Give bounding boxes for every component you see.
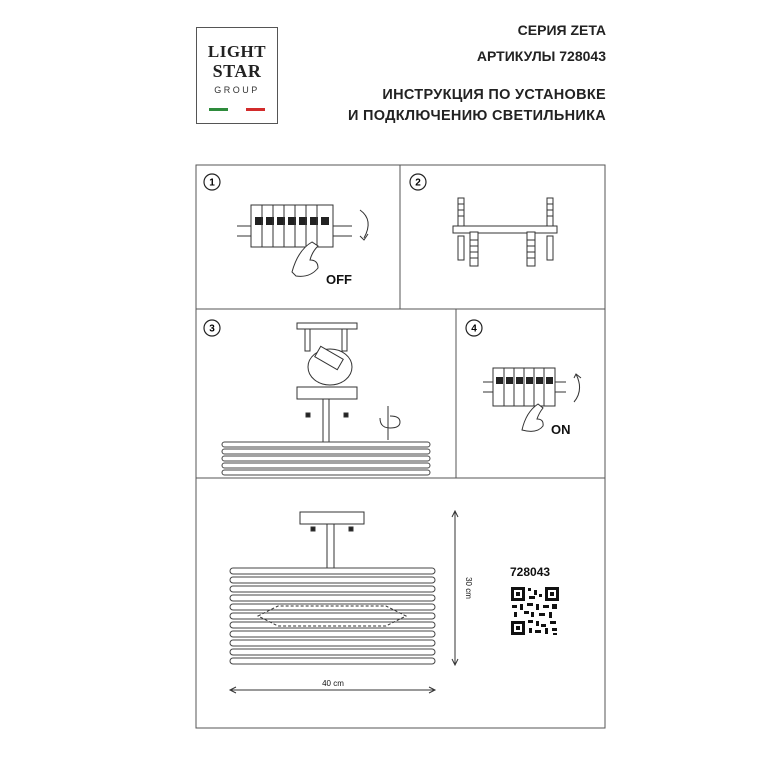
shade-slats-step-3 (222, 442, 430, 475)
step-2-panel (410, 174, 557, 266)
instruction-title-line-2: И ПОДКЛЮЧЕНИЮ СВЕТИЛЬНИКА (347, 108, 606, 124)
off-label: OFF (326, 272, 352, 287)
qr-code-icon (511, 587, 559, 635)
mounting-bracket-icon (453, 198, 557, 266)
circuit-breaker-off-icon (237, 205, 368, 276)
article-numbers: АРТИКУЛЫ 728043 (476, 48, 606, 64)
step-1-panel (204, 174, 368, 287)
logo-line-3: GROUP (214, 85, 260, 95)
step-4-panel (466, 320, 581, 437)
logo-line-2: STAR (212, 61, 262, 81)
width-dimension-label: 40 cm (322, 679, 344, 688)
step-3-panel (204, 320, 430, 475)
product-dimension-drawing (230, 511, 458, 693)
logo-line-1: LIGHT (207, 42, 267, 61)
height-dimension-label: 30 cm (464, 577, 473, 599)
instruction-title-line-1: ИНСТРУКЦИЯ ПО УСТАНОВКЕ (382, 87, 606, 103)
on-label: ON (551, 422, 571, 437)
step-2-number: 2 (415, 177, 421, 189)
series-title: СЕРИЯ ZETA (517, 22, 606, 38)
step-1-number: 1 (209, 177, 215, 189)
step-4-number: 4 (471, 323, 477, 335)
product-article-number: 728043 (510, 565, 551, 579)
step-3-number: 3 (209, 323, 215, 335)
wiring-connection-icon (297, 323, 400, 442)
